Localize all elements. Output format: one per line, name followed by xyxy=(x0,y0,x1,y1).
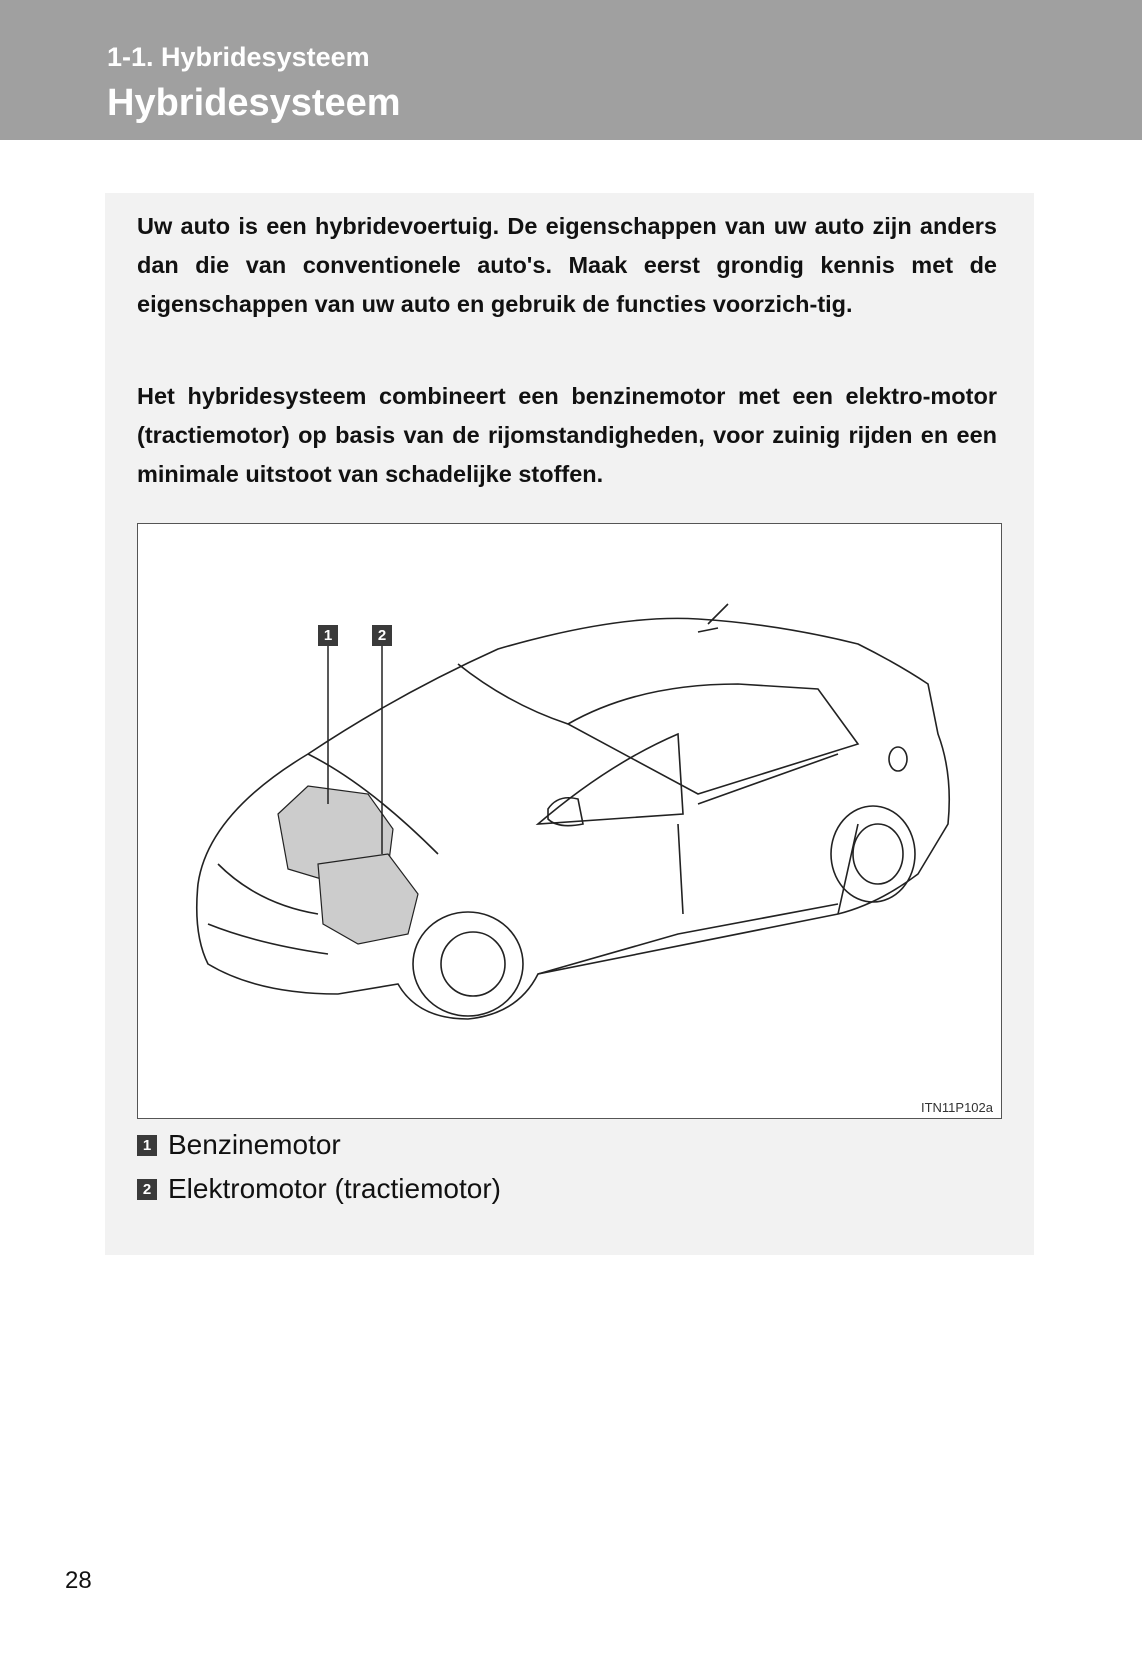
legend-badge: 2 xyxy=(137,1179,157,1200)
info-box xyxy=(105,193,1034,1255)
hybrid-car-drawing xyxy=(138,524,1001,1118)
legend-item-2 xyxy=(137,1173,501,1205)
car-illustration xyxy=(137,523,1002,1119)
page-number: 28 xyxy=(65,1567,92,1594)
legend-badge: 1 xyxy=(137,1135,157,1156)
page-title: Hybridesysteem xyxy=(107,82,401,124)
legend-label: Elektromotor (tractiemotor) xyxy=(168,1173,501,1204)
legend-label: Benzinemotor xyxy=(168,1129,341,1160)
section-header xyxy=(0,0,1142,140)
legend-item-1 xyxy=(137,1129,341,1161)
callout-1: 1 xyxy=(318,625,338,646)
intro-paragraph-2: Het hybridesysteem combineert een benzinemotor met een elektro-motor (tractiemotor) op basis van de rijomstandigheden, voor zuinig rijden en een minimale uitstoot van schadelijke stoffen. xyxy=(137,383,997,487)
figure-code: ITN11P102a xyxy=(920,1100,993,1115)
intro-paragraph-1: Uw auto is een hybridevoertuig. De eigenschappen van uw auto zijn anders dan die van conventionele auto's. Maak eerst grondig kennis met de eigenschappen van uw auto en gebruik de functies voorzich-tig. xyxy=(137,213,997,317)
section-subtitle: 1-1. Hybridesysteem xyxy=(107,42,370,72)
callout-2: 2 xyxy=(372,625,392,646)
